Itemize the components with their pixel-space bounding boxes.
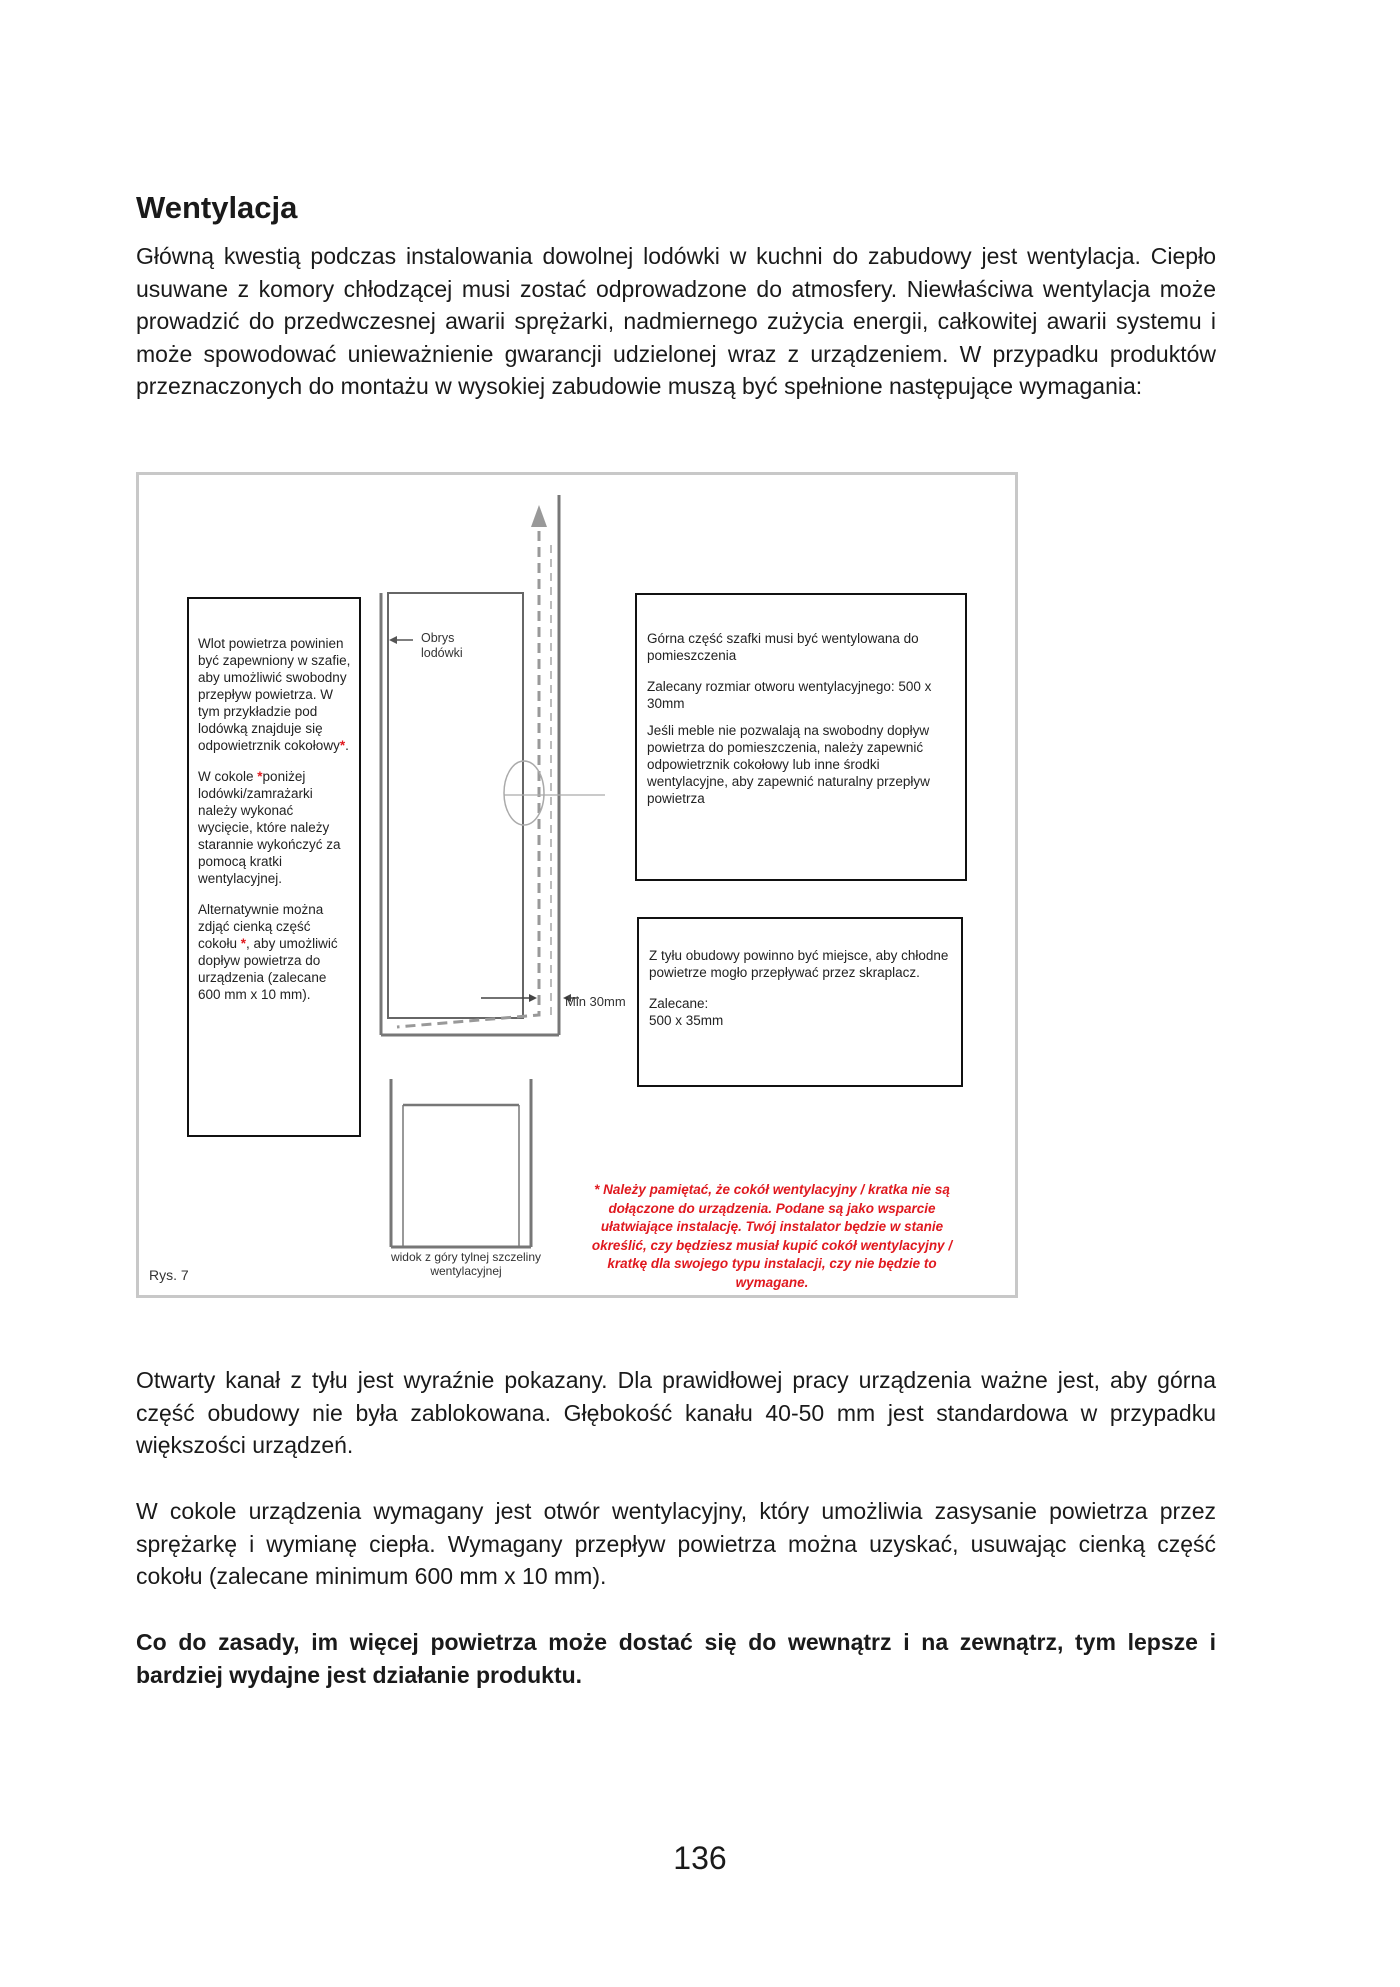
min-gap-label: Min 30mm xyxy=(565,994,626,1009)
top-ventilation-info-box xyxy=(635,593,967,881)
summary-paragraph: Co do zasady, im więcej powietrza może dostać się do wewnątrz i na zewnątrz, tym lepsze i bardziej wydajne jest działanie produktu. xyxy=(136,1629,1216,1688)
airflow-path xyxy=(397,515,539,1027)
plinth-paragraph: W cokole *poniżej lodówki/zamrażarki należy wykonać wycięcie, które należy starannie wykończyć za pomocą kratki wentylacyjnej. xyxy=(198,769,341,886)
asterisk-marker: * xyxy=(257,769,263,784)
rear-gap-line: Z tyłu obudowy powinno być miejsce, aby chłodne powietrze mogło przepływać przez skraplacz. xyxy=(649,948,949,980)
rear-gap-info-box xyxy=(637,917,963,1087)
outline-pointer-arrow-icon xyxy=(389,636,397,644)
installation-note: * Należy pamiętać, że cokół wentylacyjny / kratka nie są dołączone do urządzenia. Podane są jako wsparcie ułatwiające instalację. Twój instalator będzie w stanie określić, czy będziesz musiał kupić cokół wentylacyjny / kratkę dla swojego typu instalacji, czy nie będzie to wymagane. xyxy=(591,1182,953,1290)
recommended-size: 500 x 35mm xyxy=(649,1013,724,1028)
figure-caption: Rys. 7 xyxy=(149,1267,189,1283)
air-inlet-info-box xyxy=(187,597,361,1137)
alternative-vent-line: Jeśli meble nie pozwalają na swobodny dopływ powietrza do pomieszczenia, należy zapewnić odpowietrznik cokołowy lub inne środki wentylacyjne, aby zapewnić naturalny przepływ powietrza xyxy=(647,723,930,806)
vent-size-line: Zalecany rozmiar otworu wentylacyjnego: 500 x 30mm xyxy=(647,679,932,711)
page-heading: Wentylacja xyxy=(136,190,298,225)
gap-arrow-left-icon xyxy=(529,994,537,1002)
alternative-paragraph: Alternatywnie można zdjąć cienką część cokołu *, aby umożliwić dopływ powietrza do urządzenia (zalecane 600 mm x 10 mm). xyxy=(198,902,338,1002)
channel-paragraph: Otwarty kanał z tyłu jest wyraźnie pokazany. Dla prawidłowej pracy urządzenia ważne jest, aby górna część obudowy nie była zablokowana. Głębokość kanału 40-50 mm jest standardowa w przypadku większości urządzeń. xyxy=(136,1367,1216,1458)
asterisk-marker: * xyxy=(339,738,346,753)
top-vent-line: Górna część szafki musi być wentylowana do pomieszczenia xyxy=(647,631,919,663)
intro-paragraph: Główną kwestią podczas instalowania dowolnej lodówki w kuchni do zabudowy jest wentylacja. Ciepło usuwane z komory chłodzącej musi zostać odprowadzone do atmosfery. Niewłaściwa wentylacja może prowadzić do przedwczesnej awarii sprężarki, nadmiernego zużycia energii, całkowitej awarii systemu i może spowodować unieważnienie gwarancji udzielonej wraz z urządzeniem. W przypadku produktów przeznaczonych do montażu w wysokiej zabudowie muszą być spełnione następujące wymagania: xyxy=(136,243,1216,399)
top-view-label: widok z góry tylnej szczeliny wentylacyjnej xyxy=(390,1250,542,1278)
inlet-paragraph: Wlot powietrza powinien być zapewniony w szafie, aby umożliwić swobodny przepływ powietrza. W tym przykładzie pod lodówką znajduje się odpowietrznik cokołowy*. xyxy=(198,636,351,753)
asterisk-marker: * xyxy=(240,936,247,951)
page-number: 136 xyxy=(673,1840,727,1876)
airflow-arrow-icon xyxy=(531,505,547,527)
ventilation-figure xyxy=(136,472,1018,1298)
plinth-vent-paragraph: W cokole urządzenia wymagany jest otwór wentylacyjny, który umożliwia zasysanie powietrza przez sprężarkę i wymianę ciepła. Wymagany przepływ powietrza można uzyskać, usuwając cienką część cokołu (zalecane minimum 600 mm x 10 mm). xyxy=(136,1498,1216,1589)
fridge-outline-label: Obrys lodówki xyxy=(421,631,463,660)
recommended-label: Zalecane: xyxy=(649,996,709,1011)
